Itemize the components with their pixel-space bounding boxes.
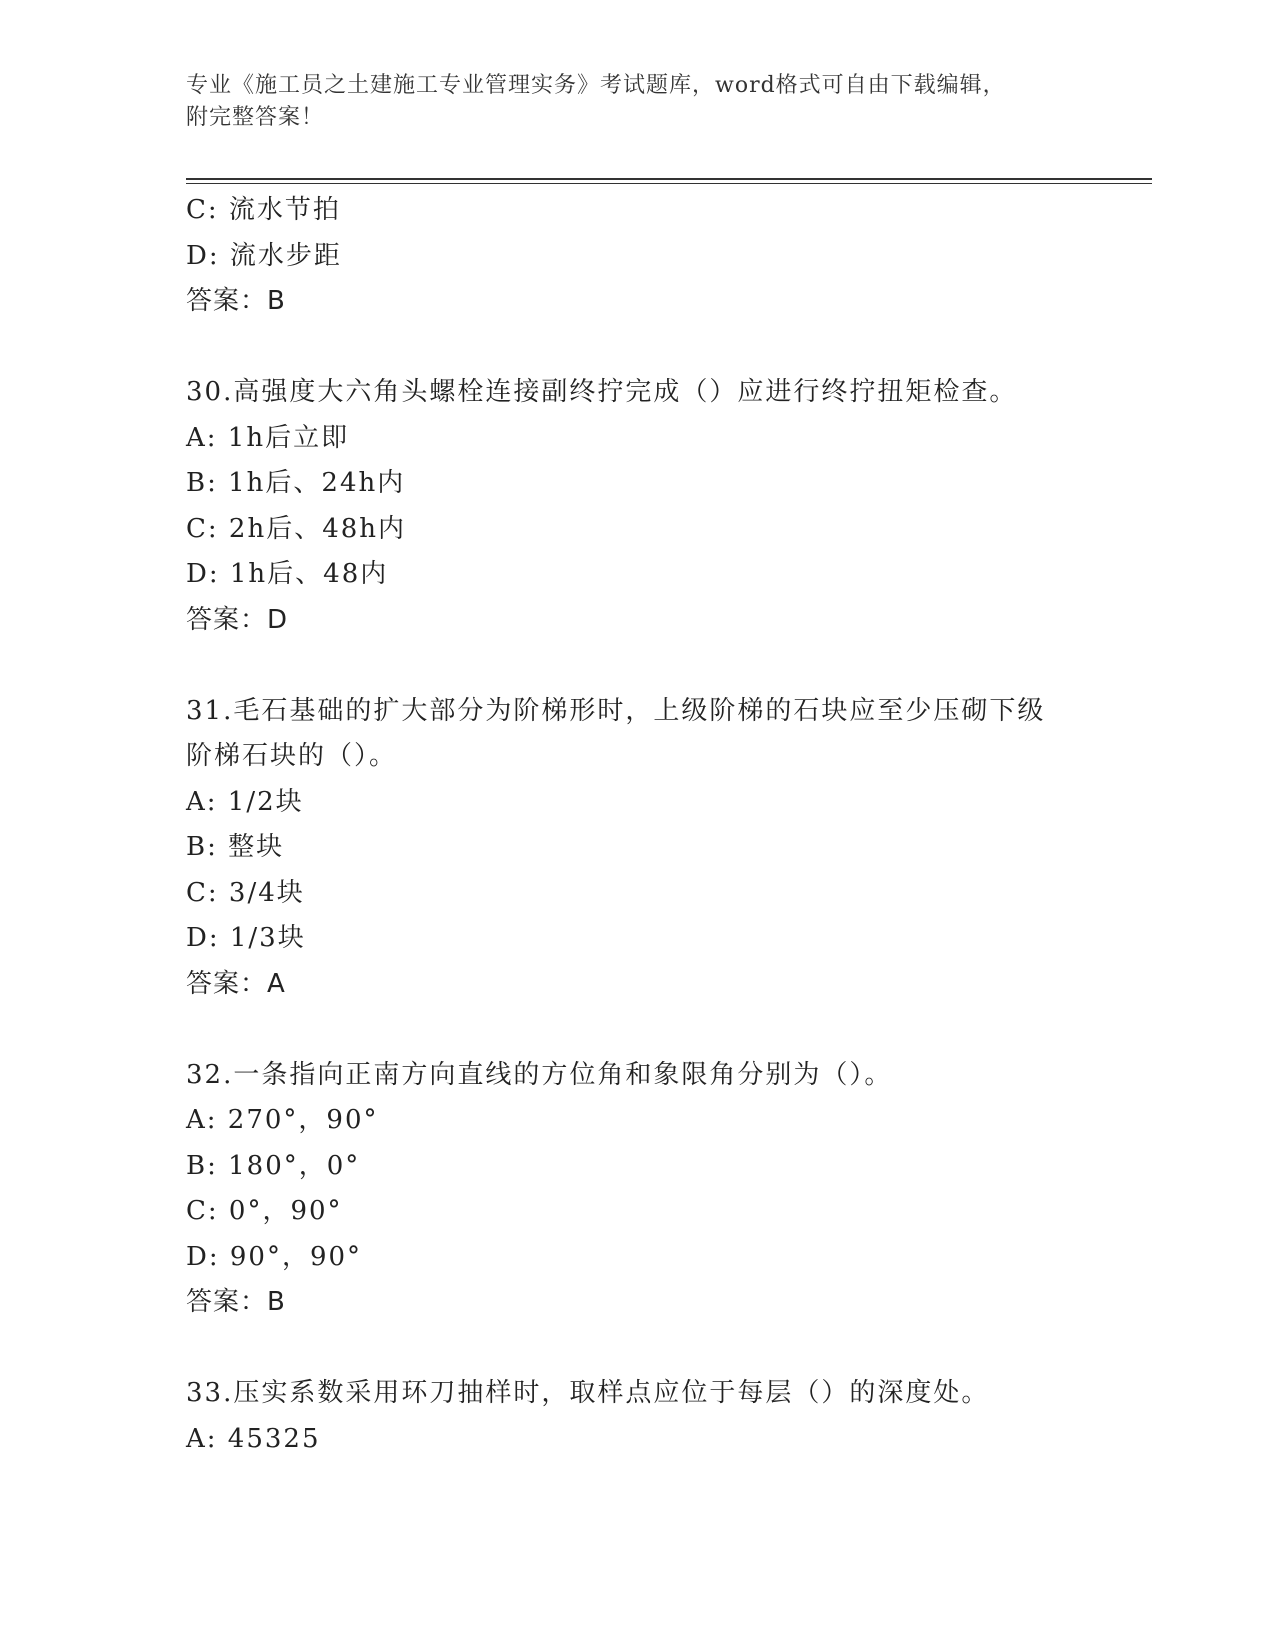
option-line: A: 1h后立即 [186, 422, 350, 453]
header-divider-thick [186, 178, 1152, 180]
option-line: B: 180°，0° [186, 1150, 361, 1181]
question-content [186, 188, 1086, 1462]
option-line: C: 0°，90° [186, 1196, 343, 1226]
header-line-2: 附完整答案！ [186, 105, 325, 130]
answer-line: 答案：B [186, 286, 286, 316]
answer-line: 答案：D [186, 604, 289, 635]
answer-line: 答案：B [186, 1287, 286, 1317]
option-line: A: 1/2块 [186, 786, 304, 817]
option-line: A: 45325 [186, 1423, 321, 1454]
option-line: D: 1h后、48内 [186, 559, 389, 589]
option-line: B: 整块 [186, 832, 285, 862]
header-line-1: 专业《施工员之土建施工专业管理实务》考试题库，word格式可自由下载编辑， [186, 73, 1006, 98]
option-line: D: 1/3块 [186, 923, 306, 953]
option-line: C: 2h后、48h内 [186, 513, 407, 544]
question-stem: 31.毛石基础的扩大部分为阶梯形时，上级阶梯的石块应至少压砌下级 [186, 695, 1046, 726]
option-line: C: 流水节拍 [186, 195, 341, 225]
question-stem: 33.压实系数采用环刀抽样时，取样点应位于每层（）的深度处。 [186, 1378, 990, 1408]
document-header [186, 70, 1066, 134]
option-line: A: 270°，90° [186, 1105, 379, 1135]
option-line: B: 1h后、24h内 [186, 468, 406, 498]
spacer [186, 325, 1086, 371]
spacer [186, 1007, 1086, 1053]
option-line: C: 3/4块 [186, 877, 305, 908]
spacer [186, 1326, 1086, 1372]
question-stem: 30.高强度大六角头螺栓连接副终拧完成（）应进行终拧扭矩检查。 [186, 377, 1018, 407]
header-divider-thin [186, 183, 1152, 184]
question-stem: 32.一条指向正南方向直线的方位角和象限角分别为（）。 [186, 1059, 893, 1090]
option-line: D: 流水步距 [186, 240, 342, 271]
question-stem-continued: 阶梯石块的（）。 [186, 741, 398, 771]
spacer [186, 643, 1086, 689]
answer-line: 答案：A [186, 968, 286, 999]
option-line: D: 90°，90° [186, 1241, 363, 1272]
